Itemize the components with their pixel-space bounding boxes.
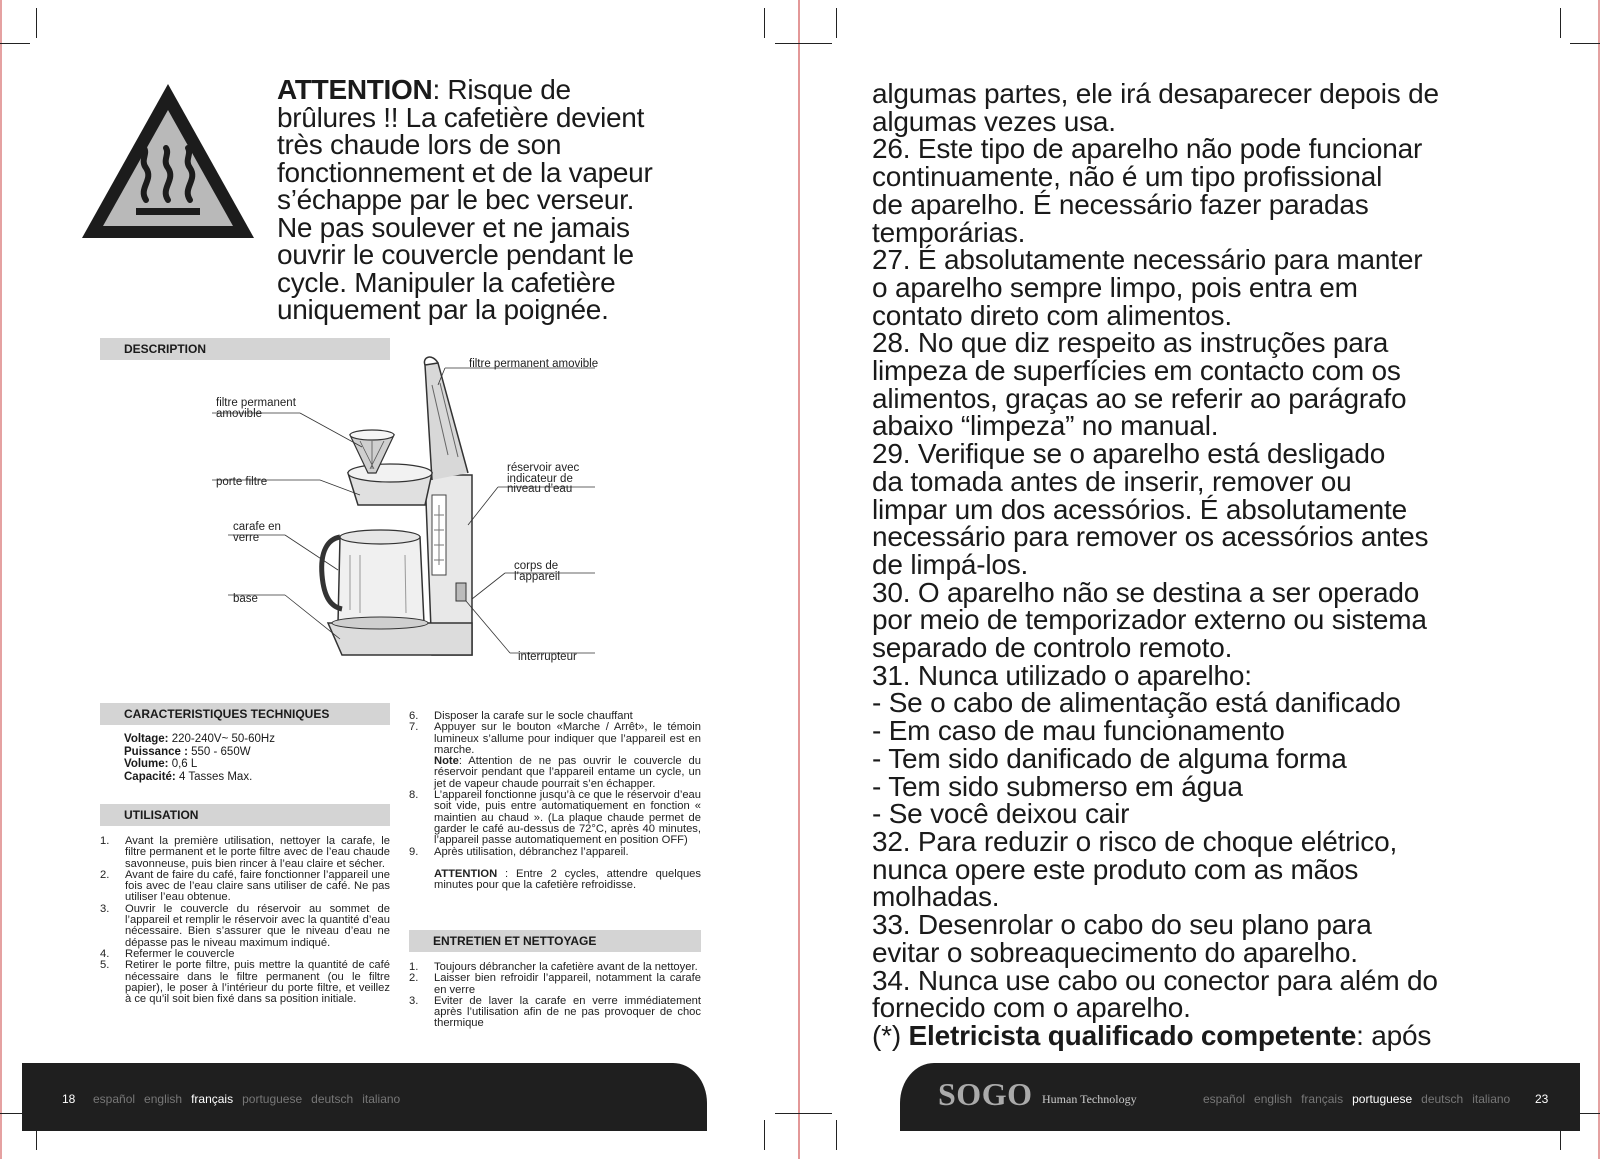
- hot-surface-warning-icon: [78, 80, 258, 242]
- note-text: : Attention de ne pas ouvrir le couvercle du réservoir pendant que l’appareil entame un cycle, un jet de vapeur chaude pourrait s’en échapper.: [434, 755, 701, 790]
- portuguese-safety-text: [872, 80, 1572, 1050]
- text-line: limpeza de superfícies em contacto com os: [872, 355, 1401, 387]
- text-line: de aparelho. É necessário fazer paradas: [872, 188, 1369, 220]
- language-nav-right: [1203, 1092, 1510, 1106]
- list-item: [409, 996, 701, 1030]
- spec-value: 4 Tasses Max.: [175, 770, 253, 783]
- lang-link[interactable]: français: [1301, 1092, 1344, 1106]
- attention-line: fonctionnement et de la vapeur: [277, 156, 653, 188]
- list-item: [409, 973, 701, 996]
- text-line: algumas vezes usa.: [872, 105, 1116, 137]
- crop-mark: [764, 8, 765, 38]
- attention-small-text: : Entre 2 cycles, attendre quelques minutes pour que la cafetière refroidisse.: [434, 867, 701, 892]
- crop-mark: [836, 1120, 837, 1150]
- note-bold-label: Note: [434, 755, 459, 768]
- list-item: [100, 836, 390, 870]
- lang-link-active[interactable]: portuguese: [1352, 1092, 1413, 1106]
- language-nav-left: [93, 1092, 400, 1106]
- step-number: 1.: [409, 961, 419, 973]
- utilisation-heading: UTILISATION: [100, 804, 390, 826]
- text-line: 27. É absolutamente necessário para manter: [872, 244, 1423, 276]
- text-line: alimentos, graças ao se referir ao parágrafo: [872, 382, 1407, 414]
- step-number: 2.: [409, 972, 419, 985]
- attention-warning-text: [277, 76, 717, 324]
- text-line-last: [872, 1019, 1572, 1051]
- sogo-logo: SOGO: [938, 1076, 1033, 1112]
- utilisation-steps-left: [100, 836, 390, 1005]
- list-item: [409, 847, 701, 858]
- list-item: [100, 960, 390, 1005]
- label-carafe: carafe en verre: [233, 521, 281, 544]
- page-edge-left: [0, 0, 2, 1159]
- text-line: - Tem sido danificado de alguma forma: [872, 742, 1347, 774]
- crop-mark: [0, 43, 30, 44]
- list-item: [100, 904, 390, 949]
- page-number-right: 23: [1535, 1092, 1549, 1106]
- spec-value: 220-240V~ 50-60Hz: [168, 733, 275, 745]
- attention-line: brûlures !! La cafetière devient: [277, 101, 645, 133]
- lang-link[interactable]: english: [144, 1092, 183, 1106]
- text-line: - Se o cabo de alimentação está danificado: [872, 687, 1401, 719]
- text-line: 28. No que diz respeito as instruções para: [872, 327, 1389, 359]
- spec-label: Voltage:: [124, 733, 169, 745]
- logo-tagline: Human Technology: [1042, 1092, 1137, 1106]
- crop-mark: [1560, 8, 1561, 38]
- spec-value: 550 - 650W: [187, 745, 251, 758]
- step-text: Eviter de laver la carafe en verre immédiatement après l’utilisation afin de ne pas provoquer de choc thermique: [434, 994, 701, 1030]
- specs-block: [124, 733, 275, 783]
- text-line: limpar um dos acessórios. É absolutamente: [872, 493, 1407, 525]
- text-line: de limpá-los.: [872, 548, 1029, 580]
- crop-mark: [36, 8, 37, 38]
- text-line: molhadas.: [872, 881, 1000, 913]
- step-text: Toujours débrancher la cafetière avant de la nettoyer.: [434, 961, 698, 973]
- lang-link[interactable]: deutsch: [1421, 1092, 1464, 1106]
- text-line: separado de controlo remoto.: [872, 632, 1233, 664]
- step-number: 4.: [100, 947, 110, 960]
- lang-link[interactable]: italiano: [1472, 1092, 1511, 1106]
- text-line: - Em caso de mau funcionamento: [872, 715, 1285, 747]
- text-line: necessário para remover os acessórios antes: [872, 521, 1429, 553]
- label-corps: corps de l’appareil: [514, 560, 561, 583]
- lang-link[interactable]: italiano: [362, 1092, 401, 1106]
- step-text: L’appareil fonctionne jusqu’à ce que le réservoir d’eau soit vide, puis entre automatiquement en fonction « maintien au chaud ». (La plaque chaude permet de garder le café au-dessus de 72°C, après 40 minutes, l’appareil passe automatiquement en position OFF): [434, 789, 701, 847]
- crop-mark: [1570, 43, 1600, 44]
- list-item: [409, 790, 701, 846]
- step-number: 5.: [100, 959, 110, 972]
- attention-line: : Risque de: [432, 74, 571, 105]
- attention-line: très chaude lors de son: [277, 129, 562, 160]
- step-text: Après utilisation, débranchez l’appareil.: [434, 845, 629, 858]
- attention-line: Ne pas soulever et ne jamais: [277, 211, 630, 243]
- step-number: 9.: [409, 845, 419, 858]
- step-text: Avant de faire du café, faire fonctionner l’appareil une fois avec de l’eau claire sans utiliser de café. Ne pas utiliser l’eau obtenue.: [125, 868, 390, 904]
- attention-small-bold: ATTENTION: [434, 867, 498, 880]
- lang-link[interactable]: english: [1254, 1092, 1293, 1106]
- step-number: 6.: [409, 710, 419, 722]
- label-filtre-permanent-top: filtre permanent amovible: [469, 358, 599, 370]
- text-line: 32. Para reduzir o risco de choque elétrico,: [872, 825, 1398, 857]
- footnote-marker: (*): [872, 1019, 909, 1051]
- step-text: Ouvrir le couvercle du réservoir au sommet de l’appareil et remplir le réservoir avec la quantité d’eau nécessaire. Bien s’assurer que le niveau d’eau ne dépasse pas le niveau maximum indiqué.: [125, 902, 390, 949]
- step-number: 2.: [100, 868, 110, 881]
- entretien-heading: ENTRETIEN ET NETTOYAGE: [409, 930, 701, 952]
- spec-label: Volume:: [124, 758, 169, 770]
- step-text: Laisser bien refroidir l’appareil, notamment la carafe en verre: [434, 972, 701, 996]
- text-line: 30. O aparelho não se destina a ser operado: [872, 576, 1420, 608]
- text-line: o aparelho sempre limpo, pois entra em: [872, 271, 1358, 303]
- step-text: Disposer la carafe sur le socle chauffant: [434, 710, 633, 722]
- spec-label: Puissance :: [124, 745, 188, 758]
- entretien-steps: [409, 962, 701, 1030]
- lang-link[interactable]: español: [93, 1092, 136, 1106]
- attention-line: uniquement par la poignée.: [277, 294, 609, 325]
- crop-mark: [775, 43, 805, 44]
- attention-bold-label: ATTENTION: [277, 74, 433, 105]
- text-line: continuamente, não é um tipo profissional: [872, 161, 1383, 193]
- step-text: Appuyer sur le bouton «Marche / Arrêt», le témoin lumineux s’allume pour indiquer que l’appareil est en marche.: [434, 721, 701, 756]
- attention-line: ouvrir le couvercle pendant le: [277, 239, 634, 270]
- crop-mark: [764, 1120, 765, 1150]
- text-line: 31. Nunca utilizado o aparelho:: [872, 659, 1252, 691]
- step-text: Retirer le porte filtre, puis mettre la quantité de café nécessaire dans le filtre permanent (ou le filtre papier), le poser à l’intérieur du porte filtre, et veillez à ce qu’il soit bien fixé dans sa position initiale.: [125, 959, 390, 1006]
- text-line: por meio de temporizador externo ou sistema: [872, 604, 1427, 636]
- text-line: abaixo “limpeza” no manual.: [872, 410, 1219, 442]
- lang-link[interactable]: deutsch: [311, 1092, 354, 1106]
- list-item: [409, 722, 701, 756]
- utilisation-steps-right: [409, 711, 701, 891]
- crop-mark: [802, 43, 832, 44]
- text-line: - Tem sido submerso em água: [872, 770, 1243, 802]
- lang-link[interactable]: español: [1203, 1092, 1246, 1106]
- footnote-bold: Eletricista qualificado competente: [908, 1019, 1357, 1051]
- attention-line: cycle. Manipuler la cafetière: [277, 266, 616, 298]
- lang-link[interactable]: portuguese: [242, 1092, 303, 1106]
- crop-mark: [802, 1113, 832, 1114]
- text-line: fornecido com o aparelho.: [872, 992, 1191, 1024]
- text-line: - Se você deixou cair: [872, 798, 1130, 830]
- text-line: algumas partes, ele irá desaparecer depois de: [872, 78, 1439, 109]
- step-text: Avant la première utilisation, nettoyer la carafe, le filtre permanent et le porte filtre avec de l’eau chaude savonneuse, puis bien rincer à l’eau claire et sécher.: [125, 835, 390, 870]
- label-interrupteur: interrupteur: [518, 651, 577, 663]
- step-number: 7.: [409, 721, 419, 734]
- note-paragraph: [409, 756, 701, 790]
- spec-value: 0,6 L: [168, 758, 198, 770]
- step-number: 3.: [409, 994, 419, 1007]
- attention-paragraph: [409, 869, 701, 892]
- list-item: [100, 870, 390, 904]
- label-filtre-permanent: filtre permanent amovible: [216, 397, 296, 420]
- page-number-left: 18: [62, 1092, 76, 1106]
- text-line: 34. Nunca use cabo ou conector para além do: [872, 964, 1438, 996]
- attention-line: s’échappe par le bec verseur.: [277, 184, 635, 215]
- description-heading: DESCRIPTION: [100, 338, 390, 360]
- footnote-suffix: : após: [1356, 1019, 1432, 1051]
- spec-label: Capacité:: [124, 770, 176, 783]
- text-line: da tomada antes de inserir, remover ou: [872, 465, 1352, 497]
- text-line: evitar o sobreaquecimento do aparelho.: [872, 936, 1358, 968]
- label-reservoir: réservoir avec indicateur de niveau d’eau: [507, 462, 580, 495]
- text-line: 29. Verifique se o aparelho está desligado: [872, 438, 1386, 470]
- step-number: 8.: [409, 789, 419, 802]
- lang-link-active[interactable]: français: [191, 1092, 234, 1106]
- text-line: contato direto com alimentos.: [872, 299, 1232, 331]
- text-line: 26. Este tipo de aparelho não pode funcionar: [872, 133, 1423, 165]
- step-text: Refermer le couvercle: [125, 947, 235, 960]
- text-line: nunca opere este produto com as mãos: [872, 853, 1359, 885]
- label-base: base: [233, 593, 258, 605]
- crop-mark: [836, 8, 837, 38]
- text-line: 33. Desenrolar o cabo do seu plano para: [872, 909, 1372, 941]
- specs-heading: CARACTERISTIQUES TECHNIQUES: [100, 703, 390, 725]
- label-porte-filtre: porte filtre: [216, 476, 268, 488]
- text-line: temporárias.: [872, 216, 1026, 248]
- page-divider: [798, 0, 800, 1159]
- step-number: 1.: [100, 835, 110, 847]
- crop-mark: [775, 1113, 805, 1114]
- step-number: 3.: [100, 902, 110, 915]
